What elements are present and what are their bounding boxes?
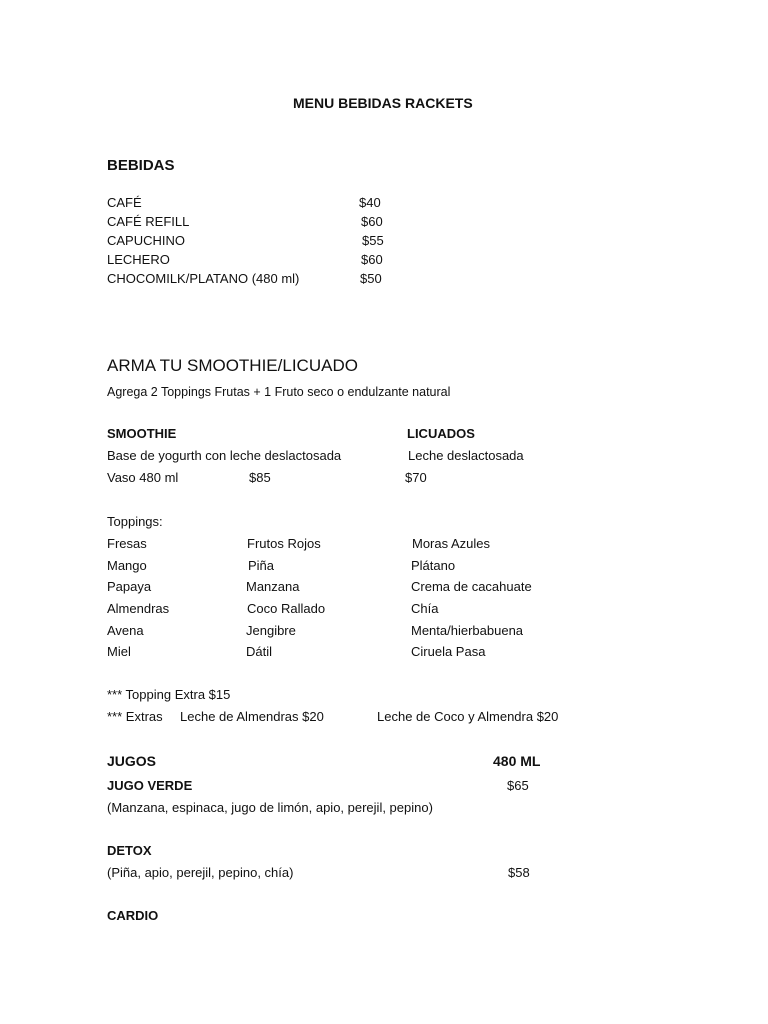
topping-item: Manzana	[246, 579, 300, 594]
smoothie-base: Base de yogurth con leche deslactosada	[107, 448, 342, 463]
bebida-name: CAFÉ	[107, 195, 142, 210]
topping-item: Mango	[107, 558, 147, 573]
jugo-price: $65	[507, 778, 529, 793]
jugo-price: $58	[508, 865, 530, 880]
licuados-label: LICUADOS	[407, 426, 475, 441]
smoothie-vaso: Vaso 480 ml	[107, 470, 179, 485]
smoothie-section-subtitle: Agrega 2 Toppings Frutas + 1 Fruto seco o endulzante natural	[107, 385, 451, 399]
bebida-price: $60	[361, 252, 383, 267]
licuados-base: Leche deslactosada	[408, 448, 524, 463]
jugo-name: JUGO VERDE	[107, 778, 193, 793]
bebida-name: CHOCOMILK/PLATANO (480 ml)	[107, 271, 300, 286]
topping-item: Papaya	[107, 579, 152, 594]
bebida-name: CAFÉ REFILL	[107, 214, 190, 229]
smoothie-price: $85	[249, 470, 271, 485]
extras-label: *** Extras	[107, 709, 163, 724]
topping-item: Piña	[248, 558, 275, 573]
bebidas-heading: BEBIDAS	[107, 157, 175, 174]
jugos-size: 480 ML	[493, 753, 541, 769]
topping-item: Coco Rallado	[247, 601, 326, 616]
extra-leche-coco: Leche de Coco y Almendra $20	[377, 709, 559, 724]
topping-item: Menta/hierbabuena	[411, 623, 524, 638]
topping-item: Crema de cacahuate	[411, 579, 532, 594]
toppings-label: Toppings:	[107, 514, 163, 529]
jugo-name: CARDIO	[107, 908, 159, 923]
jugo-description: (Piña, apio, perejil, pepino, chía)	[107, 865, 294, 880]
extra-topping-note: *** Topping Extra $15	[107, 687, 231, 702]
bebida-name: CAPUCHINO	[107, 233, 186, 248]
topping-item: Almendras	[107, 601, 170, 616]
topping-item: Chía	[411, 601, 439, 616]
topping-item: Plátano	[411, 558, 456, 573]
topping-item: Ciruela Pasa	[411, 644, 486, 659]
bebida-price: $40	[359, 195, 381, 210]
page-title: MENU BEBIDAS RACKETS	[293, 95, 473, 111]
bebida-name: LECHERO	[107, 252, 170, 267]
topping-item: Miel	[107, 644, 131, 659]
smoothie-label: SMOOTHIE	[107, 426, 177, 441]
bebida-price: $50	[360, 271, 382, 286]
bebida-price: $60	[361, 214, 383, 229]
topping-item: Dátil	[246, 644, 273, 659]
jugo-name: DETOX	[107, 843, 152, 858]
extra-leche-almendras: Leche de Almendras $20	[180, 709, 324, 724]
licuados-price: $70	[405, 470, 427, 485]
topping-item: Frutos Rojos	[247, 536, 321, 551]
smoothie-section-heading: ARMA TU SMOOTHIE/LICUADO	[107, 356, 358, 375]
jugos-heading: JUGOS	[107, 753, 157, 769]
topping-item: Moras Azules	[412, 536, 491, 551]
topping-item: Fresas	[107, 536, 147, 551]
jugo-description: (Manzana, espinaca, jugo de limón, apio, perejil, pepino)	[107, 800, 433, 815]
topping-item: Jengibre	[246, 623, 296, 638]
topping-item: Avena	[107, 623, 144, 638]
bebida-price: $55	[362, 233, 384, 248]
